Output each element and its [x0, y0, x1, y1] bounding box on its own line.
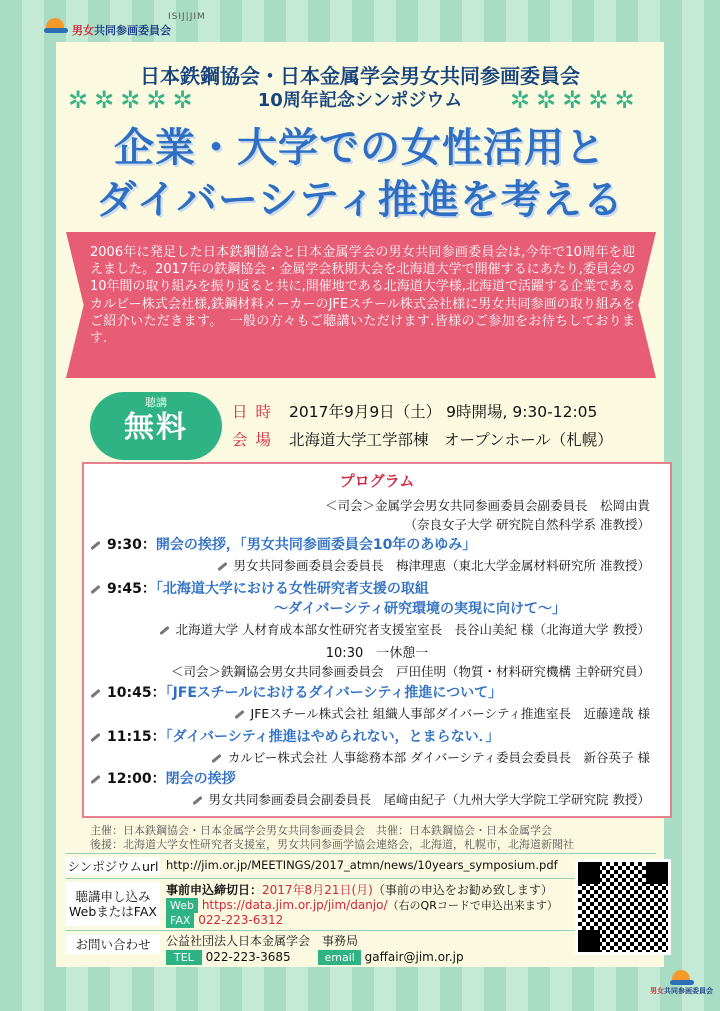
- chair1-affiliation: （奈良女子大学 研究院自然科学系 准教授）: [404, 517, 650, 532]
- divider: [66, 930, 656, 931]
- speaker-text: カルビー株式会社 人事総務本部 ダイバーシティ委員会委員長 新谷英子 様: [227, 750, 650, 765]
- pen-icon: [192, 796, 202, 805]
- web-row: [166, 897, 558, 913]
- logo-text: 共同参画委員会: [94, 24, 171, 37]
- program-title: プログラム: [339, 472, 415, 490]
- date-value: 2017年9月9日（土） 9時開場, 9:30-12:05: [289, 403, 598, 421]
- pen-icon: [217, 562, 227, 571]
- program-box: [82, 462, 672, 818]
- web-note: （右のQRコードで申込出来ます）: [387, 899, 558, 912]
- qr-code[interactable]: [578, 862, 668, 952]
- speaker-text: JFEスチール株式会社 組織人事部ダイバーシティ推進室長 近藤達哉 様: [250, 706, 650, 721]
- tel-email-row: [166, 950, 464, 965]
- date-row: [232, 400, 597, 422]
- deadline-row: [166, 881, 553, 898]
- mic-icon: [90, 584, 100, 593]
- mic-icon: [90, 540, 100, 549]
- free-small-label: 聴講: [145, 396, 167, 409]
- deadline-date: 2017年8月21日(月): [262, 883, 373, 897]
- pen-icon: [234, 710, 244, 719]
- symposium-url[interactable]: http://jim.or.jp/MEETINGS/2017_atmn/news/10years_symposium.pdf: [166, 858, 558, 872]
- session-title: 「JFEスチールにおけるダイバーシティ推進について」: [165, 685, 503, 701]
- logo-red-text: 男女: [72, 24, 94, 37]
- sponsor-line1: 主催：日本鉄鋼協会・日本金属学会男女共同参画委員会 共催：日本鉄鋼協会・日本金属学会: [90, 824, 552, 837]
- venue-value: 北海道大学工学部棟 オープンホール（札幌）: [289, 431, 613, 449]
- intro-text: 2006年に発足した日本鉄鋼協会と日本金属学会の男女共同参画委員会は,今年で10周年を迎えました。2017年の鉄鋼協会・金属学会秋期大会を北海道大学で開催するにあたり,委員会の10年間の取り組みを振り返ると共に,開催地である北海道大学様,北海道で活躍する企業であるカルビー株式会社様,鉄鋼材料メーカーのJFEスチール株式会社様に男女共同参画の取り組みをご紹介いただきます。 一般の方々もご聴講いただけます.皆様のご参加をお待ちしております.: [90, 245, 635, 347]
- pen-icon: [211, 754, 221, 763]
- fax-number: 022-223-6312: [198, 913, 284, 927]
- session-930: [90, 534, 476, 554]
- session-time: 9:30：: [107, 537, 156, 553]
- venue-row: [232, 428, 613, 450]
- chair2: ＜司会＞鉄鋼協会男女共同参画委員会 戸田佳明（物質・材料研究機構 主幹研究員）: [171, 664, 650, 679]
- logo-org-en: ISIJ|JIM: [168, 12, 206, 22]
- logo-text: 共同参画委員会: [664, 987, 713, 995]
- logo-red-text: 男女: [650, 987, 664, 995]
- tel-tag: TEL: [166, 950, 202, 965]
- speaker-945: [159, 620, 650, 638]
- organizer-title: 日本鉄鋼協会・日本金属学会男女共同参画委員会: [140, 64, 580, 88]
- speaker-1045: [234, 704, 650, 722]
- date-label: 日時: [232, 403, 280, 421]
- tel-number: 022-223-3685: [205, 950, 291, 964]
- logo-mark-icon: [670, 968, 694, 986]
- url-label: シンポジウムurl: [67, 858, 159, 874]
- sponsor-line2: 後援：北海道大学女性研究者支援室，男女共同参画学協会連絡会，北海道，札幌市，北海道新聞社: [90, 838, 574, 851]
- logo-bottom: [650, 968, 713, 996]
- deadline-label: 事前申込締切日：: [166, 883, 263, 897]
- apply-label: [66, 882, 160, 926]
- mic-icon: [90, 732, 100, 741]
- speaker-text: 男女共同参画委員会委員長 梅津理恵（東北大学金属材料研究所 准教授）: [233, 558, 650, 573]
- chair1: ＜司会＞金属学会男女共同参画委員会副委員長 松岡由貴: [324, 498, 650, 513]
- session-1045: [90, 682, 502, 702]
- session-title: 開会の挨拶，「男女共同参画委員会10年のあゆみ」: [155, 537, 477, 553]
- email-tag: email: [318, 950, 360, 965]
- deadline-note: （事前の申込をお勧め致します）: [372, 883, 553, 897]
- break: 10:30 一休憩一: [325, 646, 429, 661]
- session-945: [90, 578, 429, 598]
- logo-top: [44, 12, 206, 38]
- session-time: 12:00：: [107, 771, 166, 787]
- free-big-label: 無料: [124, 410, 188, 445]
- fax-row: [166, 913, 283, 928]
- logo-mark-icon: [44, 16, 68, 34]
- session-time: 10:45：: [107, 685, 166, 701]
- session-time: 11:15：: [107, 729, 166, 745]
- organization: 公益社団法人日本金属学会 事務局: [166, 934, 359, 948]
- stars-left-icon: ✲✲✲✲✲: [68, 86, 199, 114]
- session-title: 「ダイバーシティ推進はやめられない，とまらない．」: [165, 729, 500, 745]
- session-1115: [90, 726, 500, 746]
- speaker-930: [217, 556, 650, 574]
- session-title: 閉会の挨拶: [165, 771, 236, 787]
- session-1200: [90, 768, 236, 788]
- pen-icon: [159, 626, 169, 635]
- speaker-1200: [192, 790, 650, 808]
- speaker-text: 男女共同参画委員会副委員長 尾﨑由紀子（九州大学大学院工学研究院 教授）: [208, 792, 650, 807]
- mic-icon: [90, 688, 100, 697]
- free-admission-badge: [90, 392, 222, 460]
- speaker-text: 北海道大学 人材育成本部女性研究者支援室室長 長谷山美紀 様（北海道大学 教授）: [175, 622, 650, 637]
- venue-label: 会場: [232, 431, 280, 449]
- divider: [66, 853, 656, 854]
- web-tag: Web: [166, 898, 198, 913]
- apply-label-line2: WebまたはFAX: [69, 904, 157, 919]
- anniversary-title: 10周年記念シンポジウム: [257, 90, 463, 111]
- mic-icon: [90, 774, 100, 783]
- stars-right-icon: ✲✲✲✲✲: [510, 86, 641, 114]
- fax-tag: FAX: [166, 913, 194, 928]
- session-title: 「北海道大学における女性研究者支援の取組: [155, 581, 429, 597]
- session-time: 9:45：: [107, 581, 156, 597]
- inquiry-label: お問い合わせ: [66, 934, 160, 954]
- speaker-1115: [211, 748, 650, 766]
- web-url[interactable]: https://data.jim.or.jp/jim/danjo/: [201, 898, 388, 912]
- headline-line2: ダイバーシティ推進を考える: [96, 177, 624, 223]
- apply-label-line1: 聴講申し込み: [75, 889, 151, 904]
- email-address[interactable]: gaffair@jim.or.jp: [364, 950, 464, 964]
- divider: [66, 878, 656, 879]
- session-945-subtitle: ～ダイバーシティ研究環境の実現に向けて～」: [274, 601, 567, 617]
- headline-line1: 企業・大学での女性活用と: [114, 125, 606, 171]
